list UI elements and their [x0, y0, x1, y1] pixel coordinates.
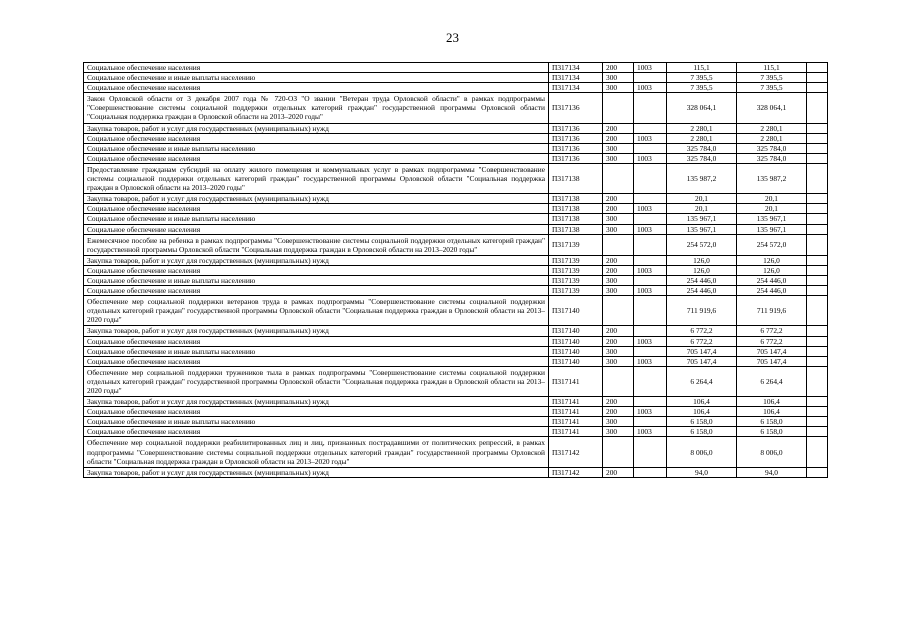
amount-cell: 8 006,0 [737, 437, 807, 467]
amount-cell: 115,1 [667, 63, 737, 73]
section-code-cell [634, 366, 667, 396]
row-name-cell: Предоставление гражданам субсидий на оплату жилого помещения и коммунальных услуг в рамках подпрограммы "Совершенствование системы социальной поддержки отдельных категорий граждан" государственной программы Орловской области "Социальная поддержка граждан в Орловской области на 2013–2020 годы" [84, 163, 549, 193]
amount-cell: 711 919,6 [667, 296, 737, 326]
amount-cell: 325 784,0 [667, 143, 737, 153]
empty-cell [807, 366, 828, 396]
section-code-cell: 1003 [634, 133, 667, 143]
amount-cell: 254 446,0 [737, 275, 807, 285]
expense-type-code-cell: 200 [603, 326, 634, 336]
row-name-cell: Социальное обеспечение и иные выплаты населению [84, 346, 549, 356]
empty-cell [807, 204, 828, 214]
table-row [84, 133, 828, 143]
section-code-cell [634, 255, 667, 265]
table-row [84, 63, 828, 73]
amount-cell: 325 784,0 [737, 153, 807, 163]
target-article-code-cell: П317141 [549, 397, 603, 407]
amount-cell: 325 784,0 [737, 143, 807, 153]
empty-cell [807, 63, 828, 73]
table-row [84, 153, 828, 163]
section-code-cell [634, 326, 667, 336]
amount-cell: 20,1 [667, 204, 737, 214]
section-code-cell [634, 467, 667, 477]
amount-cell: 254 446,0 [667, 286, 737, 296]
amount-cell: 106,4 [737, 397, 807, 407]
table-row [84, 417, 828, 427]
table-row [84, 336, 828, 346]
expense-type-code-cell: 200 [603, 255, 634, 265]
section-code-cell [634, 163, 667, 193]
table-row [84, 467, 828, 477]
page-number: 23 [446, 30, 459, 45]
expense-type-code-cell: 200 [603, 407, 634, 417]
amount-cell: 7 395,5 [667, 73, 737, 83]
table-row [84, 83, 828, 93]
expense-type-code-cell: 200 [603, 133, 634, 143]
expense-type-code-cell: 300 [603, 417, 634, 427]
amount-cell: 106,4 [737, 407, 807, 417]
target-article-code-cell: П317134 [549, 83, 603, 93]
empty-cell [807, 143, 828, 153]
amount-cell: 94,0 [667, 467, 737, 477]
empty-cell [807, 397, 828, 407]
empty-cell [807, 163, 828, 193]
expense-type-code-cell: 300 [603, 153, 634, 163]
empty-cell [807, 194, 828, 204]
amount-cell: 705 147,4 [737, 346, 807, 356]
table-row [84, 296, 828, 326]
expense-type-code-cell: 300 [603, 214, 634, 224]
empty-cell [807, 83, 828, 93]
target-article-code-cell: П317142 [549, 467, 603, 477]
section-code-cell [634, 143, 667, 153]
section-code-cell: 1003 [634, 153, 667, 163]
table-row [84, 275, 828, 285]
row-name-cell: Ежемесячное пособие на ребенка в рамках подпрограммы "Совершенствование системы социальной поддержки отдельных категорий граждан" государственной программы Орловской области "Социальная поддержка граждан в Орловской области на 2013–2020 годы" [84, 234, 549, 255]
amount-cell: 8 006,0 [667, 437, 737, 467]
amount-cell: 135 967,1 [667, 224, 737, 234]
amount-cell: 7 395,5 [737, 83, 807, 93]
section-code-cell: 1003 [634, 427, 667, 437]
amount-cell: 20,1 [667, 194, 737, 204]
amount-cell: 705 147,4 [667, 356, 737, 366]
row-name-cell: Обеспечение мер социальной поддержки ветеранов труда в рамках подпрограммы "Совершенствование системы социальной поддержки отдельных категорий граждан" государственной программы Орловской области "Социальная поддержка граждан в Орловской области на 2013–2020 годы" [84, 296, 549, 326]
empty-cell [807, 286, 828, 296]
target-article-code-cell: П317138 [549, 214, 603, 224]
target-article-code-cell: П317136 [549, 123, 603, 133]
target-article-code-cell: П317140 [549, 326, 603, 336]
expense-type-code-cell: 200 [603, 123, 634, 133]
target-article-code-cell: П317141 [549, 417, 603, 427]
amount-cell: 135 967,1 [667, 214, 737, 224]
section-code-cell [634, 93, 667, 123]
empty-cell [807, 296, 828, 326]
section-code-cell [634, 194, 667, 204]
empty-cell [807, 346, 828, 356]
amount-cell: 6 772,2 [667, 336, 737, 346]
empty-cell [807, 326, 828, 336]
row-name-cell: Закупка товаров, работ и услуг для государственных (муниципальных) нужд [84, 467, 549, 477]
target-article-code-cell: П317136 [549, 153, 603, 163]
empty-cell [807, 427, 828, 437]
table-row [84, 366, 828, 396]
expense-type-code-cell [603, 93, 634, 123]
empty-cell [807, 437, 828, 467]
target-article-code-cell: П317138 [549, 204, 603, 214]
amount-cell: 126,0 [667, 265, 737, 275]
empty-cell [807, 275, 828, 285]
empty-cell [807, 265, 828, 275]
amount-cell: 254 572,0 [667, 234, 737, 255]
expense-type-code-cell: 200 [603, 467, 634, 477]
empty-cell [807, 224, 828, 234]
amount-cell: 328 064,1 [737, 93, 807, 123]
table-row [84, 255, 828, 265]
empty-cell [807, 153, 828, 163]
section-code-cell [634, 234, 667, 255]
target-article-code-cell: П317140 [549, 356, 603, 366]
row-name-cell: Социальное обеспечение населения [84, 63, 549, 73]
amount-cell: 328 064,1 [667, 93, 737, 123]
amount-cell: 106,4 [667, 397, 737, 407]
row-name-cell: Закупка товаров, работ и услуг для государственных (муниципальных) нужд [84, 255, 549, 265]
expense-type-code-cell: 200 [603, 194, 634, 204]
target-article-code-cell: П317140 [549, 296, 603, 326]
empty-cell [807, 73, 828, 83]
expense-type-code-cell: 300 [603, 346, 634, 356]
amount-cell: 115,1 [737, 63, 807, 73]
target-article-code-cell: П317141 [549, 366, 603, 396]
amount-cell: 2 280,1 [667, 123, 737, 133]
row-name-cell: Закупка товаров, работ и услуг для государственных (муниципальных) нужд [84, 123, 549, 133]
table-row [84, 224, 828, 234]
expense-type-code-cell [603, 296, 634, 326]
target-article-code-cell: П317134 [549, 73, 603, 83]
amount-cell: 2 280,1 [737, 123, 807, 133]
table-row [84, 407, 828, 417]
target-article-code-cell: П317138 [549, 194, 603, 204]
target-article-code-cell: П317142 [549, 437, 603, 467]
section-code-cell: 1003 [634, 286, 667, 296]
empty-cell [807, 214, 828, 224]
table-row [84, 265, 828, 275]
target-article-code-cell: П317136 [549, 133, 603, 143]
table-row [84, 73, 828, 83]
target-article-code-cell: П317139 [549, 265, 603, 275]
row-name-cell: Обеспечение мер социальной поддержки тружеников тыла в рамках подпрограммы "Совершенствование системы социальной поддержки отдельных категорий граждан" государственной программы Орловской области "Социальная поддержка граждан в Орловской области на 2013–2020 годы" [84, 366, 549, 396]
section-code-cell [634, 346, 667, 356]
row-name-cell: Закупка товаров, работ и услуг для государственных (муниципальных) нужд [84, 194, 549, 204]
empty-cell [807, 356, 828, 366]
table-row [84, 234, 828, 255]
section-code-cell [634, 214, 667, 224]
amount-cell: 6 158,0 [667, 417, 737, 427]
row-name-cell: Закупка товаров, работ и услуг для государственных (муниципальных) нужд [84, 326, 549, 336]
empty-cell [807, 255, 828, 265]
empty-cell [807, 407, 828, 417]
expense-type-code-cell: 200 [603, 265, 634, 275]
target-article-code-cell: П317138 [549, 224, 603, 234]
table-row [84, 356, 828, 366]
table-row [84, 214, 828, 224]
section-code-cell: 1003 [634, 204, 667, 214]
table-row [84, 397, 828, 407]
amount-cell: 2 280,1 [667, 133, 737, 143]
section-code-cell [634, 296, 667, 326]
expense-type-code-cell: 200 [603, 204, 634, 214]
expense-type-code-cell: 200 [603, 63, 634, 73]
expense-type-code-cell: 300 [603, 73, 634, 83]
row-name-cell: Социальное обеспечение населения [84, 407, 549, 417]
target-article-code-cell: П317136 [549, 143, 603, 153]
expense-type-code-cell [603, 234, 634, 255]
amount-cell: 6 772,2 [737, 326, 807, 336]
row-name-cell: Социальное обеспечение населения [84, 356, 549, 366]
row-name-cell: Социальное обеспечение и иные выплаты населению [84, 143, 549, 153]
amount-cell: 6 772,2 [737, 336, 807, 346]
row-name-cell: Социальное обеспечение населения [84, 224, 549, 234]
amount-cell: 2 280,1 [737, 133, 807, 143]
target-article-code-cell: П317140 [549, 336, 603, 346]
amount-cell: 6 158,0 [667, 427, 737, 437]
section-code-cell [634, 417, 667, 427]
expense-type-code-cell: 300 [603, 143, 634, 153]
row-name-cell: Социальное обеспечение и иные выплаты населению [84, 73, 549, 83]
empty-cell [807, 336, 828, 346]
amount-cell: 94,0 [737, 467, 807, 477]
section-code-cell: 1003 [634, 224, 667, 234]
budget-table-body [84, 63, 828, 478]
target-article-code-cell: П317140 [549, 346, 603, 356]
amount-cell: 126,0 [737, 265, 807, 275]
target-article-code-cell: П317136 [549, 93, 603, 123]
amount-cell: 135 967,1 [737, 214, 807, 224]
table-row [84, 93, 828, 123]
amount-cell: 705 147,4 [667, 346, 737, 356]
row-name-cell: Социальное обеспечение и иные выплаты населению [84, 275, 549, 285]
section-code-cell [634, 73, 667, 83]
budget-table [83, 62, 828, 478]
amount-cell: 126,0 [667, 255, 737, 265]
table-row [84, 123, 828, 133]
amount-cell: 711 919,6 [737, 296, 807, 326]
table-row [84, 163, 828, 193]
expense-type-code-cell: 300 [603, 427, 634, 437]
expense-type-code-cell: 300 [603, 224, 634, 234]
amount-cell: 126,0 [737, 255, 807, 265]
row-name-cell: Социальное обеспечение населения [84, 336, 549, 346]
target-article-code-cell: П317139 [549, 234, 603, 255]
expense-type-code-cell: 300 [603, 275, 634, 285]
section-code-cell [634, 275, 667, 285]
section-code-cell: 1003 [634, 83, 667, 93]
amount-cell: 6 158,0 [737, 417, 807, 427]
target-article-code-cell: П317139 [549, 255, 603, 265]
amount-cell: 106,4 [667, 407, 737, 417]
amount-cell: 20,1 [737, 204, 807, 214]
empty-cell [807, 93, 828, 123]
amount-cell: 254 446,0 [737, 286, 807, 296]
target-article-code-cell: П317139 [549, 286, 603, 296]
section-code-cell [634, 437, 667, 467]
table-row [84, 326, 828, 336]
table-row [84, 194, 828, 204]
row-name-cell: Социальное обеспечение населения [84, 427, 549, 437]
row-name-cell: Социальное обеспечение населения [84, 286, 549, 296]
row-name-cell: Социальное обеспечение и иные выплаты населению [84, 214, 549, 224]
amount-cell: 7 395,5 [667, 83, 737, 93]
target-article-code-cell: П317141 [549, 407, 603, 417]
row-name-cell: Обеспечение мер социальной поддержки реабилитированных лиц и лиц, признанных пострадавшими от политических репрессий, в рамках подпрограммы "Совершенствование системы социальной поддержки отдельных категорий граждан" государственной программы Орловской области "Социальная поддержка граждан в Орловской области на 2013–2020 годы" [84, 437, 549, 467]
target-article-code-cell: П317134 [549, 63, 603, 73]
table-row [84, 437, 828, 467]
amount-cell: 6 772,2 [667, 326, 737, 336]
section-code-cell: 1003 [634, 407, 667, 417]
target-article-code-cell: П317139 [549, 275, 603, 285]
section-code-cell [634, 123, 667, 133]
section-code-cell: 1003 [634, 63, 667, 73]
amount-cell: 135 967,1 [737, 224, 807, 234]
empty-cell [807, 467, 828, 477]
expense-type-code-cell: 200 [603, 336, 634, 346]
target-article-code-cell: П317141 [549, 427, 603, 437]
amount-cell: 135 987,2 [667, 163, 737, 193]
section-code-cell: 1003 [634, 265, 667, 275]
table-row [84, 204, 828, 214]
row-name-cell: Социальное обеспечение населения [84, 133, 549, 143]
expense-type-code-cell: 300 [603, 286, 634, 296]
row-name-cell: Социальное обеспечение и иные выплаты населению [84, 417, 549, 427]
expense-type-code-cell [603, 437, 634, 467]
amount-cell: 135 987,2 [737, 163, 807, 193]
table-row [84, 346, 828, 356]
row-name-cell: Социальное обеспечение населения [84, 265, 549, 275]
expense-type-code-cell: 300 [603, 356, 634, 366]
amount-cell: 6 158,0 [737, 427, 807, 437]
expense-type-code-cell [603, 163, 634, 193]
amount-cell: 6 264,4 [737, 366, 807, 396]
empty-cell [807, 417, 828, 427]
table-row [84, 427, 828, 437]
row-name-cell: Закупка товаров, работ и услуг для государственных (муниципальных) нужд [84, 397, 549, 407]
row-name-cell: Закон Орловской области от 3 декабря 2007 года № 720-ОЗ "О звании "Ветеран труда Орловской области" в рамках подпрограммы "Совершенствование системы социальной поддержки отдельных категорий граждан" государственной программы Орловской области "Социальная поддержка граждан в Орловской области на 2013–2020 годы" [84, 93, 549, 123]
row-name-cell: Социальное обеспечение населения [84, 153, 549, 163]
section-code-cell [634, 397, 667, 407]
amount-cell: 254 446,0 [667, 275, 737, 285]
amount-cell: 6 264,4 [667, 366, 737, 396]
empty-cell [807, 133, 828, 143]
section-code-cell: 1003 [634, 356, 667, 366]
table-row [84, 286, 828, 296]
empty-cell [807, 123, 828, 133]
table-row [84, 143, 828, 153]
amount-cell: 705 147,4 [737, 356, 807, 366]
empty-cell [807, 234, 828, 255]
expense-type-code-cell [603, 366, 634, 396]
expense-type-code-cell: 300 [603, 83, 634, 93]
amount-cell: 254 572,0 [737, 234, 807, 255]
amount-cell: 7 395,5 [737, 73, 807, 83]
target-article-code-cell: П317138 [549, 163, 603, 193]
row-name-cell: Социальное обеспечение населения [84, 204, 549, 214]
expense-type-code-cell: 200 [603, 397, 634, 407]
row-name-cell: Социальное обеспечение населения [84, 83, 549, 93]
amount-cell: 325 784,0 [667, 153, 737, 163]
amount-cell: 20,1 [737, 194, 807, 204]
section-code-cell: 1003 [634, 336, 667, 346]
